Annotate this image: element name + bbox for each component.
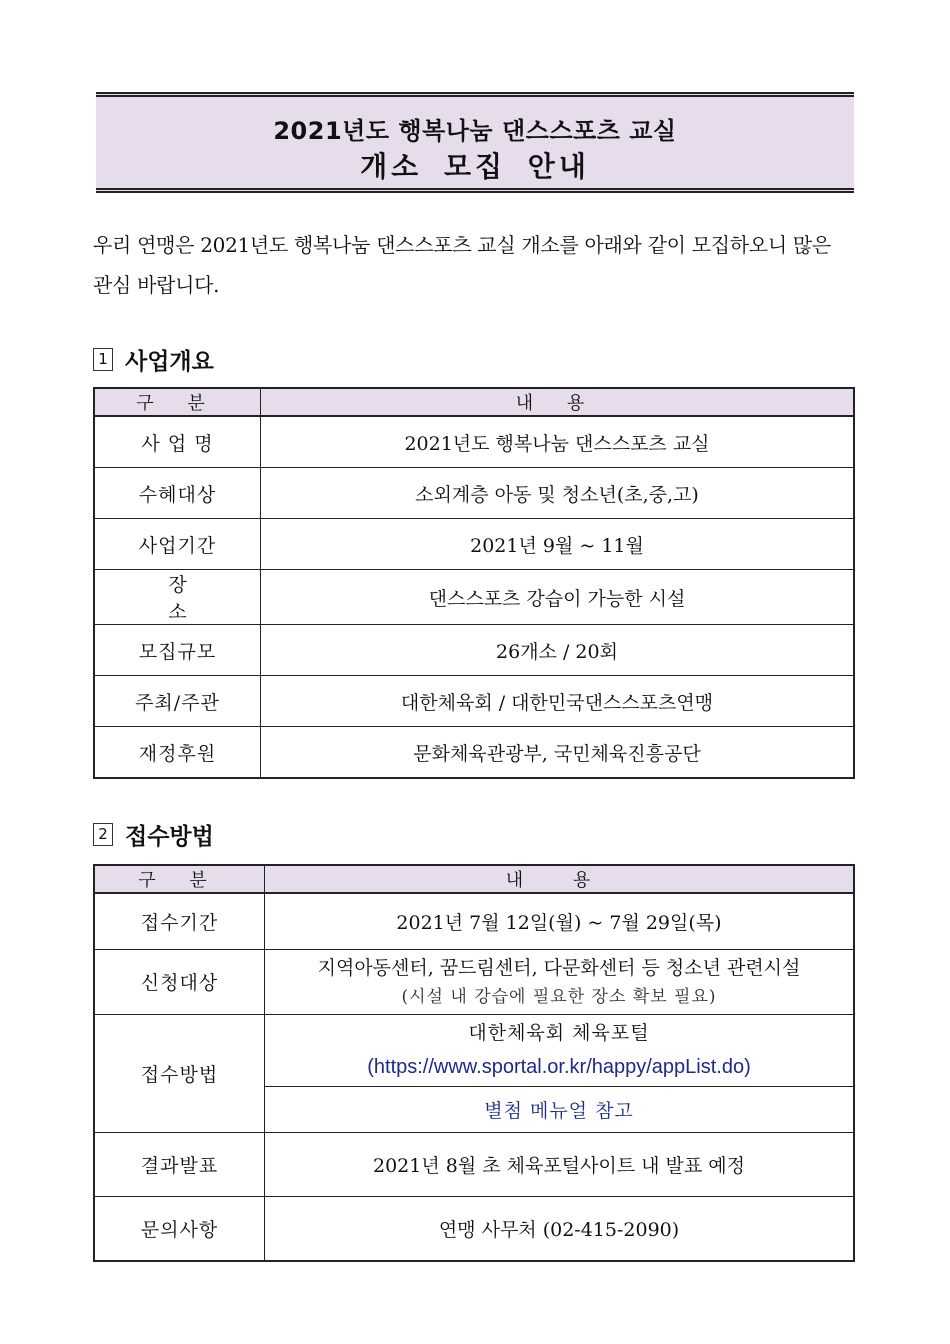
target-note: (시설 내 강습에 필요한 장소 확보 필요) [401, 986, 717, 1007]
section-title-overview: 사업개요 [125, 349, 214, 375]
section-number-1: 1 [93, 348, 113, 371]
row-label: 신청대상 [95, 949, 265, 1014]
title-box [96, 92, 854, 193]
intro-paragraph: 우리 연맹은 2021년도 행복나눔 댄스스포츠 교실 개소를 아래와 같이 모집하오니 많은 관심 바랍니다. [93, 233, 831, 297]
row-label: 장 소 [95, 570, 261, 625]
table-row [95, 1132, 854, 1196]
section-heading-application [93, 818, 214, 851]
row-label: 사 업 명 [95, 416, 261, 468]
row-label: 접수방법 [95, 1014, 265, 1132]
table-row [95, 519, 854, 570]
method-value: 대한체육회 체육포털 [468, 1022, 650, 1044]
manual-note: 별첨 메뉴얼 참고 [265, 1086, 854, 1132]
section-number-2: 2 [93, 823, 113, 846]
row-label: 결과발표 [95, 1132, 265, 1196]
table-row [95, 949, 854, 1014]
row-value: 연맹 사무처 (02-415-2090) [265, 1196, 854, 1260]
document-title: 2021년도 행복나눔 댄스스포츠 교실 [273, 117, 677, 145]
header-content-cell: 내 용 [265, 866, 854, 894]
header-label-cell: 구 분 [95, 389, 261, 417]
row-value: 2021년도 행복나눔 댄스스포츠 교실 [261, 416, 854, 468]
target-value: 지역아동센터, 꿈드림센터, 다문화센터 등 청소년 관련시설 [317, 956, 801, 979]
row-value-cell [265, 949, 854, 1014]
document-subtitle: 개소 모집 안내 [360, 150, 590, 183]
row-value-cell [265, 1014, 854, 1086]
row-label: 사업기간 [95, 519, 261, 570]
table-row [95, 416, 854, 468]
row-value: 댄스스포츠 강습이 가능한 시설 [261, 570, 854, 625]
row-value: 26개소 / 20회 [261, 625, 854, 676]
row-label: 수혜대상 [95, 468, 261, 519]
row-label: 문의사항 [95, 1196, 265, 1260]
row-value: 문화체육관광부, 국민체육진흥공단 [261, 727, 854, 778]
row-value: 소외계층 아동 및 청소년(초,중,고) [261, 468, 854, 519]
header-label-cell: 구 분 [95, 866, 265, 894]
section-heading-overview [93, 343, 214, 376]
table-row [95, 625, 854, 676]
application-table [94, 865, 854, 1261]
table-row [95, 570, 854, 625]
row-value: 2021년 7월 12일(월) ~ 7월 29일(목) [265, 893, 854, 949]
row-label: 접수기간 [95, 893, 265, 949]
table-row [95, 468, 854, 519]
table-header-row [95, 866, 854, 894]
row-value: 2021년 9월 ~ 11월 [261, 519, 854, 570]
table-row [95, 676, 854, 727]
row-label: 재정후원 [95, 727, 261, 778]
table-row [95, 1196, 854, 1260]
portal-link[interactable]: (https://www.sportal.or.kr/happy/appList.do) [367, 1056, 751, 1078]
row-value: 2021년 8월 초 체육포털사이트 내 발표 예정 [265, 1132, 854, 1196]
section-title-application: 접수방법 [125, 824, 214, 850]
table-header-row [95, 389, 854, 417]
row-label: 주최/주관 [95, 676, 261, 727]
overview-table [94, 388, 854, 778]
row-label: 모집규모 [95, 625, 261, 676]
table-row [95, 727, 854, 778]
header-content-cell: 내 용 [261, 389, 854, 417]
row-value: 대한체육회 / 대한민국댄스스포츠연맹 [261, 676, 854, 727]
table-row [95, 1014, 854, 1086]
table-row [95, 893, 854, 949]
